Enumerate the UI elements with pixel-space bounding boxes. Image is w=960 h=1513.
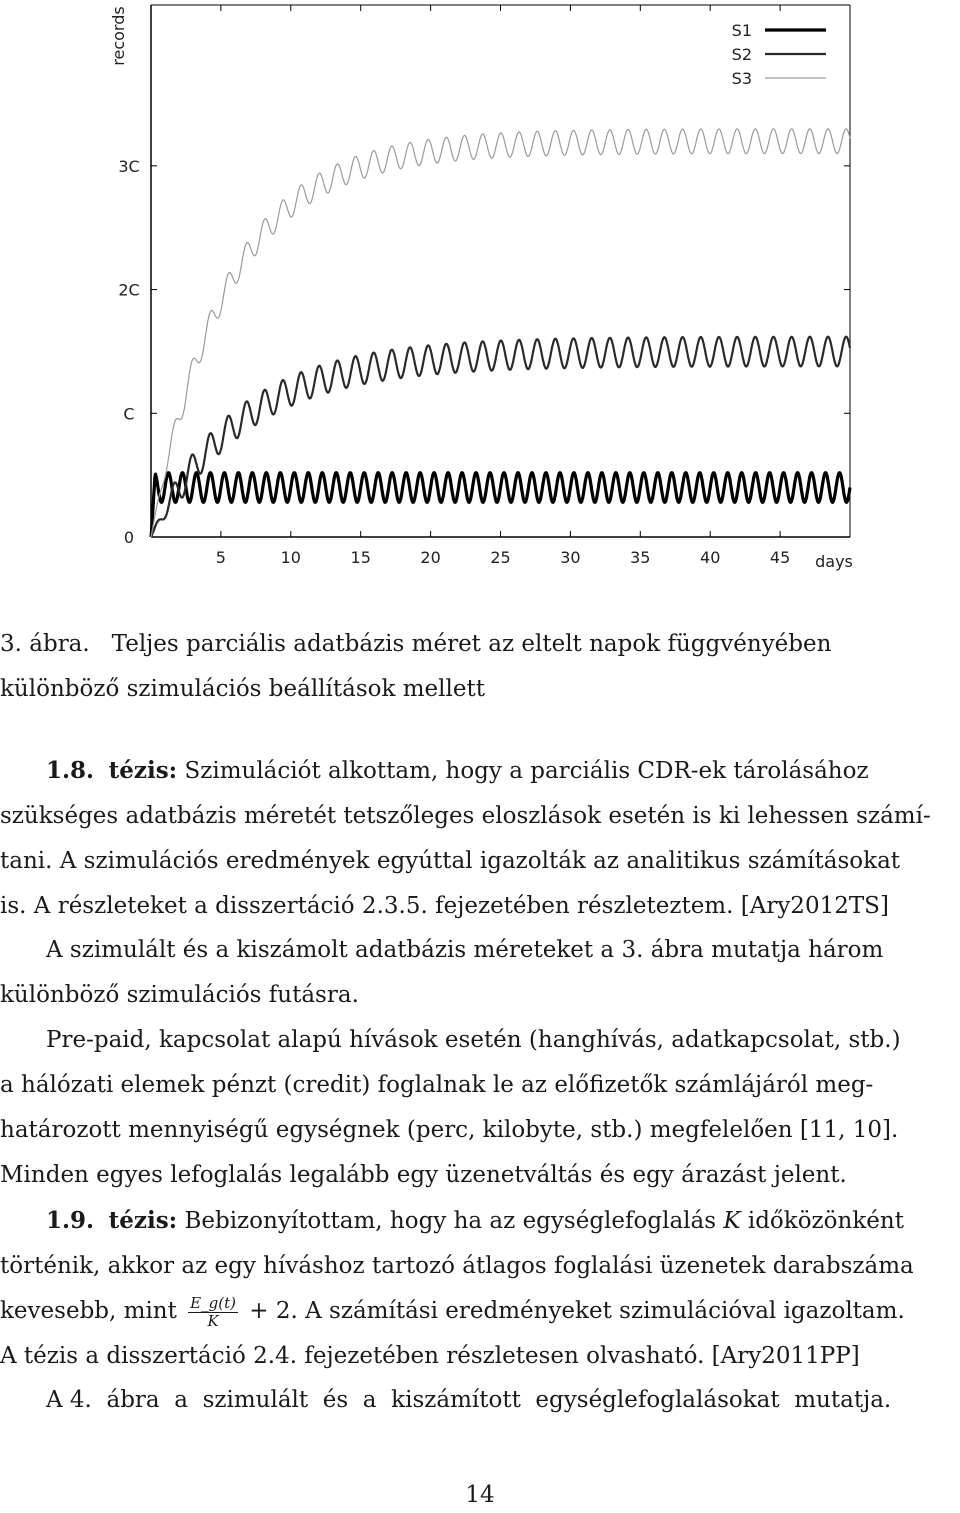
paragraph-prepaid	[0, 1018, 960, 1198]
paragraph-figure-4	[0, 1378, 960, 1423]
para-line: Szimulációt alkottam, hogy a parciális CDR-ek tárolásához	[184, 758, 869, 784]
x-tick-label: 5	[215, 548, 226, 567]
para-line: kevesebb, mint	[0, 1298, 177, 1324]
x-tick-label: 45	[769, 548, 791, 567]
para-line: is. A részleteket a disszertáció 2.3.5. fejezetében részleteztem. [Ary2012TS]	[0, 893, 889, 919]
y-tick-label: 0	[123, 528, 135, 547]
page-number: 14	[465, 1482, 495, 1508]
para-line: határozott mennyiségű egységnek (perc, kilobyte, stb.) megfelelően [11, 10].	[0, 1117, 899, 1143]
y-tick-label: 2C	[118, 280, 140, 300]
x-tick-label: 20	[420, 548, 441, 567]
figure-3-chart	[0, 0, 960, 585]
y-tick-label: C	[123, 404, 135, 424]
para-line: tani. A szimulációs eredmények egyúttal igazolták az analitikus számításokat	[0, 848, 901, 874]
para-line: időközönként	[747, 1208, 904, 1234]
para-line: Bebizonyítottam, hogy ha az egységlefoglalás	[184, 1208, 717, 1234]
legend	[732, 21, 826, 88]
thesis-1-9	[0, 1198, 960, 1379]
para-line: Pre-paid, kapcsolat alapú hívások esetén (hanghívás, adatkapcsolat, stb.)	[46, 1027, 901, 1053]
variable-k: K	[723, 1208, 741, 1234]
para-line: történik, akkor az egy híváshoz tartozó átlagos foglalási üzenetek darabszáma	[0, 1253, 914, 1279]
series-s2-line	[151, 337, 850, 537]
x-tick-label: 10	[280, 548, 301, 567]
para-line: különböző szimulációs futásra.	[0, 982, 359, 1008]
thesis-1-8	[0, 748, 960, 929]
para-line: A tézis a disszertáció 2.4. fejezetében részletesen olvasható. [Ary2011PP]	[0, 1343, 860, 1369]
para-line: Minden egyes lefoglalás legalább egy üzenetváltás és egy árazást jelent.	[0, 1162, 847, 1188]
x-tick-label: 30	[560, 548, 581, 567]
series-s3-line	[151, 129, 850, 537]
x-tick-label: 15	[350, 548, 371, 567]
thesis-number: 1.9.	[46, 1207, 95, 1234]
para-line: + 2. A számítási eredményeket szimulációval igazoltam.	[249, 1298, 905, 1324]
figure-caption	[0, 622, 960, 712]
fraction-denominator: K	[207, 1311, 219, 1330]
thesis-label: tézis:	[108, 757, 178, 784]
legend-label-s3: S3	[731, 69, 752, 88]
para-line: a hálózati elemek pénzt (credit) foglalnak le az előfizetők számlájáról meg-	[0, 1072, 874, 1098]
caption-label: 3. ábra.	[0, 631, 90, 657]
fraction-eg-over-k	[188, 1295, 238, 1330]
y-tick-label: 3C	[118, 156, 140, 176]
para-line: A szimulált és a kiszámolt adatbázis méreteket a 3. ábra mutatja három	[46, 937, 884, 963]
x-tick-label: 35	[630, 548, 651, 567]
fraction-numerator: E_g(t)	[190, 1293, 236, 1312]
legend-label-s2: S2	[731, 45, 752, 64]
caption-text-1: Teljes parciális adatbázis méret az eltelt napok függvényében	[111, 631, 832, 657]
x-tick-label: 25	[490, 548, 511, 567]
series-s1-line	[151, 473, 850, 537]
thesis-label: tézis:	[108, 1207, 178, 1234]
caption-text-2: különböző szimulációs beállítások mellett	[0, 676, 485, 702]
thesis-number: 1.8.	[46, 757, 95, 784]
x-tick-label: 40	[700, 548, 721, 567]
y-axis-label: records	[109, 6, 128, 66]
para-line: A 4. ábra a szimulált és a kiszámított egységlefoglalásokat mutatja.	[46, 1387, 892, 1413]
x-axis-label: days	[815, 552, 853, 571]
para-line: szükséges adatbázis méretét tetszőleges eloszlások esetén is ki lehessen számí-	[0, 803, 931, 829]
legend-label-s1: S1	[731, 21, 752, 40]
paragraph-figure-ref	[0, 928, 960, 1018]
